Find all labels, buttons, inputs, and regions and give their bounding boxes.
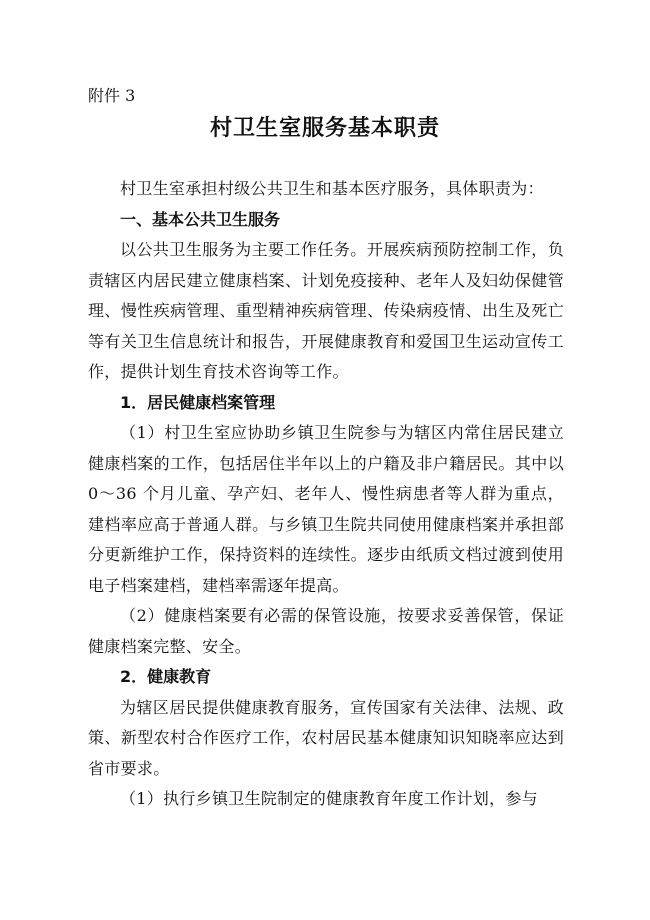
- intro-paragraph: 村卫生室承担村级公共卫生和基本医疗服务，具体职责为：: [120, 179, 544, 198]
- section-heading: 一、基本公共卫生服务: [120, 209, 281, 229]
- document-title: 村卫生室服务基本职责: [209, 116, 440, 141]
- document-body: [88, 174, 564, 815]
- subsection-paragraph: （1）村卫生室应协助乡镇卫生院参与为辖区内常住居民建立健康档案的工作，包括居住半年以上的户籍及非户籍居民。其中以 0～36 个月儿童、孕产妇、老年人、慢性病患者等人群为重点，建档率应高于普通人群。与乡镇卫生院共同使用健康档案并承担部分更新维护工作，保持资料的连续性。逐步由纸质文档过渡到使用电子档案建档，建档率需逐年提高。: [88, 423, 564, 595]
- section-paragraph: 以公共卫生服务为主要工作任务。开展疾病预防控制工作，负责辖区内居民建立健康档案、计划免疫接种、老年人及妇幼保健管理、慢性疾病管理、重型精神疾病管理、传染病疫情、出生及死亡等有关卫生信息统计和报告，开展健康教育和爱国卫生运动宣传工作，提供计划生育技术咨询等工作。: [88, 240, 564, 381]
- subsection-heading: 2．健康教育: [120, 667, 212, 686]
- subsection-paragraph: （1）执行乡镇卫生院制定的健康教育年度工作计划，参与: [120, 789, 538, 808]
- attachment-label: 附件 3: [88, 86, 136, 105]
- subsection-heading: 1．居民健康档案管理: [120, 392, 276, 412]
- subsection-paragraph: 为辖区居民提供健康教育服务，宣传国家有关法律、法规、政策、新型农村合作医疗工作，农村居民基本健康知识知晓率应达到省市要求。: [88, 697, 564, 778]
- subsection-paragraph: （2）健康档案要有必需的保管设施，按要求妥善保管，保证健康档案完整、安全。: [88, 606, 564, 656]
